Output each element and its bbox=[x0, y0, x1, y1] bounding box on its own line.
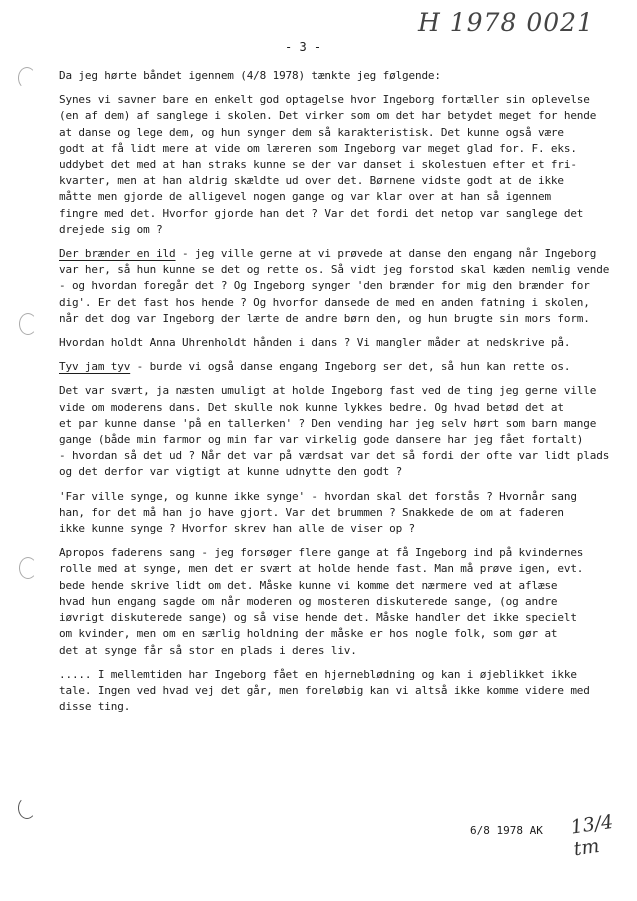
text-line: måtte men gjorde de alligevel nogen gange og var klar over at han så igennem bbox=[59, 190, 551, 204]
text-line: (en af dem) af sanglege i skolen. Det virker som om det har betydet meget for hende bbox=[59, 109, 597, 123]
dance-title: Tyv jam tyv bbox=[59, 360, 131, 374]
punch-hole-mark bbox=[18, 67, 36, 89]
paragraph-moderens-dans bbox=[59, 383, 619, 480]
paragraph-far-ville-synge bbox=[59, 489, 619, 538]
text-segment: - jeg ville gerne at vi prøvede at danse den engang når Ingeborg bbox=[175, 247, 597, 261]
text-line: ..... I mellemtiden har Ingeborg fået en hjerneblødning og kan i øjeblikket ikke bbox=[59, 667, 577, 681]
page-number: - 3 - bbox=[285, 40, 322, 54]
signoff-date: 6/8 1978 AK bbox=[470, 824, 543, 837]
intro-paragraph bbox=[59, 68, 619, 84]
text-line: og det derfor var vigtigt at kunne udnytte den godt ? bbox=[59, 465, 403, 479]
text-line: ikke kunne synge ? Hvorfor skrev han alle de viser op ? bbox=[59, 522, 415, 536]
text-line: Apropos faderens sang - jeg forsøger flere gange at få Ingeborg ind på kvindernes bbox=[59, 546, 584, 560]
text-line: godt at få lidt mere at vide om læreren som Ingeborg var meget glad for. F. eks. bbox=[59, 141, 577, 155]
text-line: et par kunne danse 'på en tallerken' ? Den vending har jeg selv hørt som barn mange bbox=[59, 416, 597, 430]
paragraph-sanglege bbox=[59, 92, 619, 238]
paragraph-mellemtiden bbox=[59, 667, 619, 716]
text-line: Det var svært, ja næsten umuligt at holde Ingeborg fast ved de ting jeg gerne ville bbox=[59, 384, 597, 398]
text-line: dig'. Er det fast hos hende ? Og hvorfor dansede de med en anden fatning i skolen, bbox=[59, 295, 590, 309]
text-line: rolle med at synge, men det er svært at holde hende fast. Man må prøve igen, evt. bbox=[59, 562, 584, 576]
text-line: iøvrigt diskuterede sange) og så vise hende det. Måske handler det ikke specielt bbox=[59, 611, 577, 625]
punch-hole-mark bbox=[19, 557, 37, 579]
text-line: når det dog var Ingeborg der lærte de andre børn den, og hun brugte sin mors form. bbox=[59, 311, 590, 325]
archive-id-handwritten: H 1978 0021 bbox=[418, 8, 594, 37]
text-line: det at synge får så stor en plads i deres liv. bbox=[59, 643, 357, 657]
text-line: Synes vi savner bare en enkelt god optagelse hvor Ingeborg fortæller sin oplevelse bbox=[59, 93, 590, 107]
text-line bbox=[59, 359, 619, 375]
text-line: han, for det må han jo have gjort. Var det brummen ? Snakkede de om at faderen bbox=[59, 505, 564, 519]
text-line: tale. Ingen ved hvad vej det går, men foreløbig kan vi altså ikke komme videre med bbox=[59, 683, 590, 697]
handwritten-initials: 13/4 tm bbox=[569, 810, 615, 861]
paragraph-tyv-jam-tyv bbox=[59, 359, 619, 375]
text-line: var her, så hun kunne se det og rette os. Så vidt jeg forstod skal kæden nemlig vende bbox=[59, 263, 610, 277]
text-line: gange (både min farmor og min far var virkelig gode dansere har jeg fået fortalt) bbox=[59, 433, 584, 447]
letter-body bbox=[59, 68, 619, 723]
text-line: fingre med det. Hvorfor gjorde han det ? Var det fordi det netop var sanglege det bbox=[59, 206, 584, 220]
paragraph-anna bbox=[59, 335, 619, 351]
text-line: disse ting. bbox=[59, 700, 131, 714]
text-segment: - burde vi også danse engang Ingeborg ser det, så hun kan rette os. bbox=[130, 360, 571, 374]
text-line: vide om moderens dans. Det skulle nok kunne lykkes bedre. Og hvad betød det at bbox=[59, 400, 564, 414]
text-line: uddybet det med at han straks kunne se der var danset i skolestuen efter et fri- bbox=[59, 158, 577, 172]
paragraph-der-braender bbox=[59, 246, 619, 327]
paragraph-faderens-sang bbox=[59, 545, 619, 658]
text-line: Da jeg hørte båndet igennem (4/8 1978) tænkte jeg følgende: bbox=[59, 69, 441, 82]
text-line bbox=[59, 246, 619, 262]
dance-title: Der brænder en ild bbox=[59, 247, 176, 261]
text-line: - hvordan så det ud ? Når det var på værdsat var det så fordi der ofte var lidt plads bbox=[59, 449, 610, 463]
text-line: om kvinder, men om en særlig holdning der måske er hos nogle folk, som gør at bbox=[59, 627, 558, 641]
text-line: Hvordan holdt Anna Uhrenholdt hånden i dans ? Vi mangler måder at nedskrive på. bbox=[59, 336, 571, 350]
text-line: kvarter, men at han aldrig skældte ud over det. Børnene vidste godt at de ikke bbox=[59, 174, 564, 188]
text-line: 'Far ville synge, og kunne ikke synge' - hvordan skal det forstås ? Hvornår sang bbox=[59, 489, 577, 503]
text-line: hvad hun engang sagde om når moderen og mosteren diskuterede sange, (og andre bbox=[59, 594, 558, 608]
text-line: at danse og lege dem, og hun synger dem så karakteristisk. Det kunne også være bbox=[59, 125, 564, 139]
punch-hole-mark bbox=[19, 313, 37, 335]
text-line: drejede sig om ? bbox=[59, 222, 163, 236]
text-line: - og hvordan foregår det ? Og Ingeborg synger 'den brænder for mig den brænder for bbox=[59, 279, 590, 293]
punch-hole-mark bbox=[18, 797, 36, 819]
text-line: bede hende skrive lidt om det. Måske kunne vi komme det nærmere ved at aflæse bbox=[59, 578, 558, 592]
